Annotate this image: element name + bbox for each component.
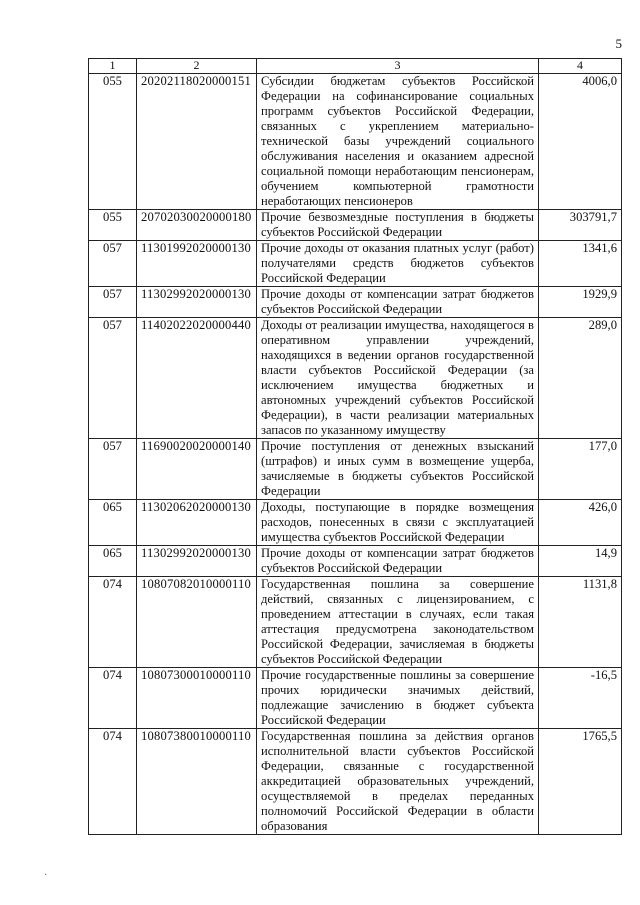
amount-cell: 1131,8: [539, 577, 622, 668]
table-row: [89, 546, 622, 577]
admin-code-cell: 065: [89, 546, 137, 577]
budget-code-cell: 11302992020000130: [137, 546, 257, 577]
revenue-name-cell: Прочие доходы от компенсации затрат бюджетов субъектов Российской Федерации: [257, 287, 539, 318]
table-row: [89, 318, 622, 439]
admin-code-cell: 057: [89, 318, 137, 439]
admin-code-cell: 065: [89, 500, 137, 546]
budget-code-cell: 10807380010000110: [137, 729, 257, 835]
budget-code-cell: 20202118020000151: [137, 74, 257, 210]
amount-cell: 303791,7: [539, 210, 622, 241]
column-header-4: 4: [539, 59, 622, 74]
column-header-2: 2: [137, 59, 257, 74]
column-header-3: 3: [257, 59, 539, 74]
admin-code-cell: 055: [89, 74, 137, 210]
table-row: [89, 210, 622, 241]
admin-code-cell: 057: [89, 287, 137, 318]
budget-code-cell: 11301992020000130: [137, 241, 257, 287]
budget-code-cell: 11402022020000440: [137, 318, 257, 439]
revenue-name-cell: Прочие поступления от денежных взысканий (штрафов) и иных сумм в возмещение ущерба, зачисляемые в бюджеты субъектов Российской Федерации: [257, 439, 539, 500]
revenue-name-cell: Государственная пошлина за действия органов исполнительной власти субъектов Российской Федерации, связанные с государственной аккредитацией образовательных учреждений, осуществляемой в пределах переданных полномочий Российской Федерации в области образования: [257, 729, 539, 835]
table-row: [89, 439, 622, 500]
amount-cell: 177,0: [539, 439, 622, 500]
table-row: [89, 577, 622, 668]
revenue-name-cell: Прочие доходы от оказания платных услуг (работ) получателями средств бюджетов субъектов Российской Федерации: [257, 241, 539, 287]
revenue-name-cell: Прочие безвозмездные поступления в бюджеты субъектов Российской Федерации: [257, 210, 539, 241]
admin-code-cell: 074: [89, 577, 137, 668]
budget-code-cell: 20702030020000180: [137, 210, 257, 241]
revenue-name-cell: Государственная пошлина за совершение действий, связанных с лицензированием, с проведением аттестации в случаях, если такая аттестация предусмотрена законодательством Российской Федерации, зачисляемая в бюджеты субъектов Российской Федерации: [257, 577, 539, 668]
table-row: [89, 287, 622, 318]
amount-cell: 1341,6: [539, 241, 622, 287]
amount-cell: 14,9: [539, 546, 622, 577]
column-number-row: [89, 59, 622, 74]
table-row: [89, 668, 622, 729]
scan-mark: ·: [44, 870, 48, 881]
column-header-1: 1: [89, 59, 137, 74]
admin-code-cell: 074: [89, 668, 137, 729]
revenue-table: [88, 58, 622, 835]
table-row: [89, 74, 622, 210]
amount-cell: 1929,9: [539, 287, 622, 318]
budget-code-cell: 10807082010000110: [137, 577, 257, 668]
admin-code-cell: 057: [89, 439, 137, 500]
budget-code-cell: 10807300010000110: [137, 668, 257, 729]
budget-code-cell: 11302062020000130: [137, 500, 257, 546]
revenue-name-cell: Субсидии бюджетам субъектов Российской Федерации на софинансирование социальных программ субъектов Российской Федерации, связанных с укреплением материально-технической базы учреждений социального обслуживания населения и оказанием адресной социальной помощи неработающим пенсионерам, обучением компьютерной грамотности неработающих пенсионеров: [257, 74, 539, 210]
admin-code-cell: 057: [89, 241, 137, 287]
revenue-name-cell: Прочие доходы от компенсации затрат бюджетов субъектов Российской Федерации: [257, 546, 539, 577]
budget-code-cell: 11302992020000130: [137, 287, 257, 318]
amount-cell: 426,0: [539, 500, 622, 546]
table-row: [89, 500, 622, 546]
table-row: [89, 241, 622, 287]
admin-code-cell: 055: [89, 210, 137, 241]
revenue-name-cell: Доходы, поступающие в порядке возмещения расходов, понесенных в связи с эксплуатацией имущества субъектов Российской Федерации: [257, 500, 539, 546]
admin-code-cell: 074: [89, 729, 137, 835]
revenue-name-cell: Прочие государственные пошлины за совершение прочих юридически значимых действий, подлежащие зачислению в бюджет субъекта Российской Федерации: [257, 668, 539, 729]
amount-cell: 1765,5: [539, 729, 622, 835]
table-row: [89, 729, 622, 835]
amount-cell: 4006,0: [539, 74, 622, 210]
budget-code-cell: 11690020020000140: [137, 439, 257, 500]
page-number: 5: [615, 36, 622, 51]
revenue-name-cell: Доходы от реализации имущества, находящегося в оперативном управлении учреждений, находящихся в ведении органов государственной власти субъектов Российской Федерации (за исключением имущества бюджетных и автономных учреждений субъектов Российской Федерации), в части реализации материальных запасов по указанному имуществу: [257, 318, 539, 439]
amount-cell: -16,5: [539, 668, 622, 729]
amount-cell: 289,0: [539, 318, 622, 439]
